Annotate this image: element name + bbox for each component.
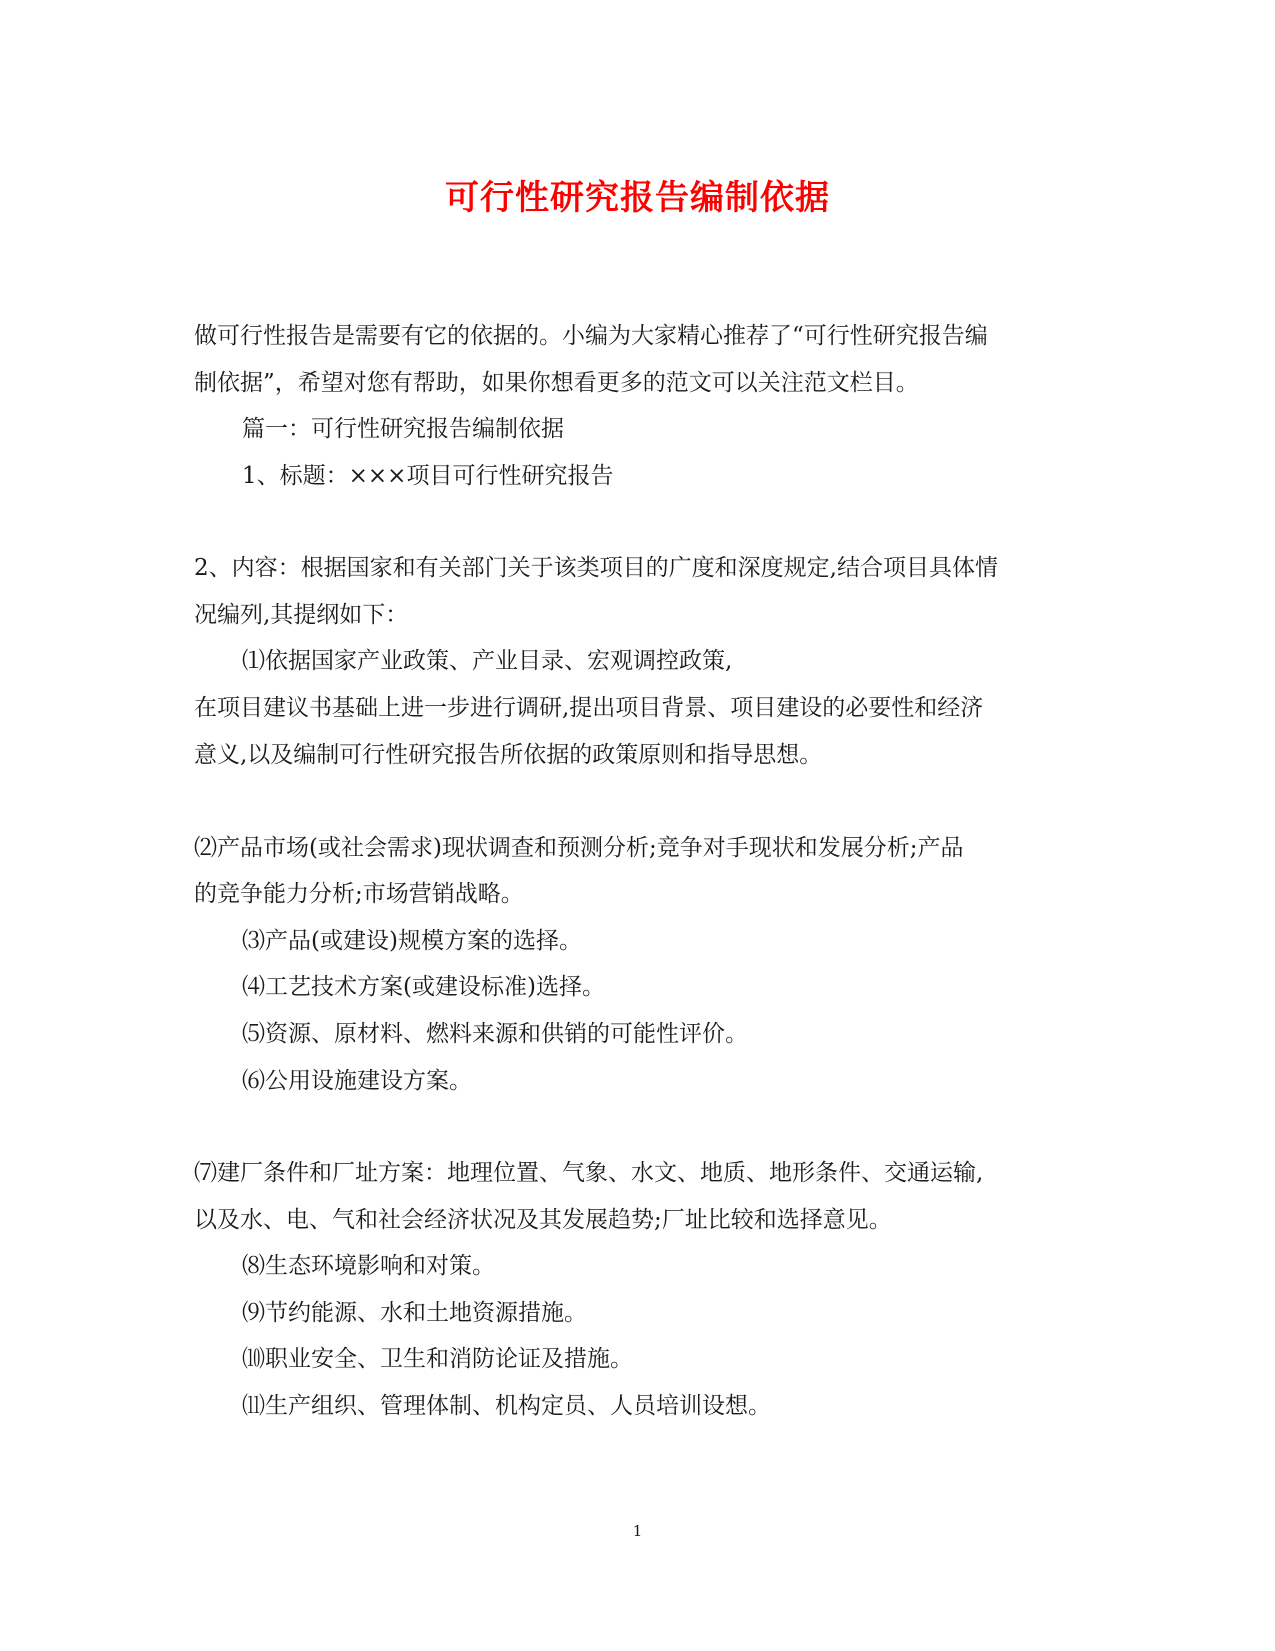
paragraph-line: ⑽职业安全、卫生和消防论证及措施。 xyxy=(242,1346,633,1372)
paragraph-line: ⑴依据国家产业政策、产业目录、宏观调控政策, xyxy=(242,648,733,674)
document-title: 可行性研究报告编制依据 xyxy=(445,178,830,218)
paragraph-line: ⑼节约能源、水和土地资源措施。 xyxy=(242,1300,587,1326)
paragraph-line: 在项目建议书基础上进一步进行调研,提出项目背景、项目建设的必要性和经济 xyxy=(194,695,984,721)
paragraph-line: ⑶产品(或建设)规模方案的选择。 xyxy=(242,928,582,954)
paragraph-line: ⑻生态环境影响和对策。 xyxy=(242,1253,495,1279)
paragraph-line: 制依据”，希望对您有帮助，如果你想看更多的范文可以关注范文栏目。 xyxy=(194,370,919,396)
paragraph-line: 况编列,其提纲如下： xyxy=(194,602,409,628)
paragraph-line: ⑹公用设施建设方案。 xyxy=(242,1068,472,1094)
paragraph-line: ⑷工艺技术方案(或建设标准)选择。 xyxy=(242,974,605,1000)
paragraph-line: ⑺建厂条件和厂址方案：地理位置、气象、水文、地质、地形条件、交通运输, xyxy=(194,1160,984,1186)
paragraph-line: ⑸资源、原材料、燃料来源和供销的可能性评价。 xyxy=(242,1021,748,1047)
paragraph-line: 2、内容：根据国家和有关部门关于该类项目的广度和深度规定,结合项目具体情 xyxy=(194,555,998,581)
paragraph-line: 的竞争能力分析;市场营销战略。 xyxy=(194,881,524,907)
paragraph-line: 以及水、电、气和社会经济状况及其发展趋势;厂址比较和选择意见。 xyxy=(194,1207,892,1233)
paragraph-line: 做可行性报告是需要有它的依据的。小编为大家精心推荐了“可行性研究报告编 xyxy=(194,323,988,349)
paragraph-line: 意义,以及编制可行性研究报告所依据的政策原则和指导思想。 xyxy=(194,742,823,768)
page-number: 1 xyxy=(632,1522,643,1540)
paragraph-line: 1、标题：×××项目可行性研究报告 xyxy=(242,463,614,489)
paragraph-line: ⑵产品市场(或社会需求)现状调查和预测分析;竞争对手现状和发展分析;产品 xyxy=(194,835,964,861)
paragraph-line: ⑾生产组织、管理体制、机构定员、人员培训设想。 xyxy=(242,1393,771,1419)
paragraph-line: 篇一：可行性研究报告编制依据 xyxy=(242,416,564,442)
